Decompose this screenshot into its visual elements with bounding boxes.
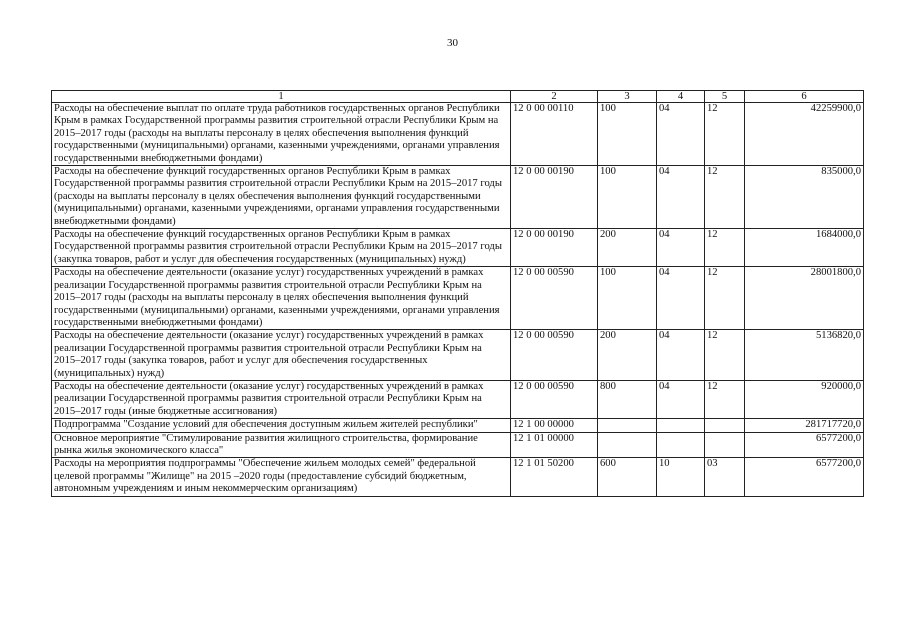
- row-subsection: [705, 419, 745, 432]
- table-row: [52, 103, 864, 166]
- table-header-row: [52, 91, 864, 103]
- row-expense-type: [598, 419, 657, 432]
- row-amount: 835000,0: [745, 166, 864, 229]
- budget-table: [51, 90, 864, 497]
- row-section: [657, 432, 705, 458]
- column-header: 4: [657, 91, 705, 103]
- row-description: Расходы на обеспечение деятельности (оказание услуг) государственных учреждений в рамках реализации Государственной программы развития строительной отрасли Республики Крым на 2015–2017 годы (иные бюджетные ассигнования): [52, 380, 511, 418]
- row-description: Расходы на мероприятия подпрограммы "Обеспечение жильем молодых семей" федеральной целевой программы "Жилище" на 2015 –2020 годы (предоставление субсидий бюджетным, автономным учреждениям и иным некоммерческим организациям): [52, 458, 511, 496]
- table-row: [52, 166, 864, 229]
- row-section: 04: [657, 166, 705, 229]
- table-row: [52, 330, 864, 381]
- column-header: 3: [598, 91, 657, 103]
- row-section: 10: [657, 458, 705, 496]
- row-target-code: 12 1 01 00000: [511, 432, 598, 458]
- table-row: [52, 419, 864, 432]
- row-target-code: 12 0 00 00590: [511, 380, 598, 418]
- row-description: Расходы на обеспечение выплат по оплате труда работников государственных органов Республики Крым в рамках Государственной программы развития строительной отрасли Республики Крым на 2015–2017 годы (расходы на выплаты персоналу в целях обеспечения выполнения функций государственными (муниципальными) органами, казенными учреждениями, органами управления государственными внебюджетными фондами): [52, 103, 511, 166]
- row-amount: 5136820,0: [745, 330, 864, 381]
- row-subsection: 12: [705, 103, 745, 166]
- row-subsection: [705, 432, 745, 458]
- row-subsection: 12: [705, 330, 745, 381]
- row-section: 04: [657, 267, 705, 330]
- table-row: [52, 229, 864, 267]
- row-amount: 281717720,0: [745, 419, 864, 432]
- table-row: [52, 380, 864, 418]
- row-subsection: 12: [705, 380, 745, 418]
- column-header: 1: [52, 91, 511, 103]
- row-amount: 1684000,0: [745, 229, 864, 267]
- row-description: Основное мероприятие "Стимулирование развития жилищного строительства, формирование рынка жилья экономического класса": [52, 432, 511, 458]
- row-target-code: 12 0 00 00590: [511, 330, 598, 381]
- column-header: 5: [705, 91, 745, 103]
- row-target-code: 12 0 00 00190: [511, 166, 598, 229]
- row-expense-type: 100: [598, 166, 657, 229]
- page-number: 30: [447, 37, 458, 49]
- column-header: 2: [511, 91, 598, 103]
- row-target-code: 12 0 00 00590: [511, 267, 598, 330]
- row-amount: 920000,0: [745, 380, 864, 418]
- row-expense-type: [598, 432, 657, 458]
- row-target-code: 12 0 00 00190: [511, 229, 598, 267]
- row-description: Подпрограмма "Создание условий для обеспечения доступным жильем жителей республики": [52, 419, 511, 432]
- table-row: [52, 432, 864, 458]
- row-expense-type: 100: [598, 103, 657, 166]
- row-subsection: 12: [705, 229, 745, 267]
- row-subsection: 12: [705, 166, 745, 229]
- row-expense-type: 100: [598, 267, 657, 330]
- row-expense-type: 800: [598, 380, 657, 418]
- row-section: 04: [657, 103, 705, 166]
- row-amount: 42259900,0: [745, 103, 864, 166]
- row-description: Расходы на обеспечение деятельности (оказание услуг) государственных учреждений в рамках реализации Государственной программы развития строительной отрасли Республики Крым на 2015–2017 годы (закупка товаров, работ и услуг для обеспечения государственных (муниципальных) нужд): [52, 330, 511, 381]
- row-section: 04: [657, 330, 705, 381]
- row-amount: 6577200,0: [745, 432, 864, 458]
- row-target-code: 12 1 01 50200: [511, 458, 598, 496]
- row-subsection: 12: [705, 267, 745, 330]
- row-description: Расходы на обеспечение деятельности (оказание услуг) государственных учреждений в рамках реализации Государственной программы развития строительной отрасли Республики Крым на 2015–2017 годы (расходы на выплаты персоналу в целях обеспечения выполнения функций государственными (муниципальными) органами, казенными учреждениями, органами управления государственными внебюджетными фондами): [52, 267, 511, 330]
- row-section: 04: [657, 229, 705, 267]
- row-target-code: 12 1 00 00000: [511, 419, 598, 432]
- row-amount: 6577200,0: [745, 458, 864, 496]
- row-target-code: 12 0 00 00110: [511, 103, 598, 166]
- row-description: Расходы на обеспечение функций государственных органов Республики Крым в рамках Государственной программы развития строительной отрасли Республики Крым на 2015–2017 годы (расходы на выплаты персоналу в целях обеспечения выполнения функций государственными (муниципальными) органами, казенными учреждениями, органами управления государственными внебюджетными фондами): [52, 166, 511, 229]
- row-section: 04: [657, 380, 705, 418]
- row-amount: 28001800,0: [745, 267, 864, 330]
- row-subsection: 03: [705, 458, 745, 496]
- row-expense-type: 200: [598, 330, 657, 381]
- table-row: [52, 267, 864, 330]
- table-row: [52, 458, 864, 496]
- row-expense-type: 600: [598, 458, 657, 496]
- row-section: [657, 419, 705, 432]
- column-header: 6: [745, 91, 864, 103]
- row-description: Расходы на обеспечение функций государственных органов Республики Крым в рамках Государственной программы развития строительной отрасли Республики Крым на 2015–2017 годы (закупка товаров, работ и услуг для обеспечения государственных (муниципальных) нужд): [52, 229, 511, 267]
- row-expense-type: 200: [598, 229, 657, 267]
